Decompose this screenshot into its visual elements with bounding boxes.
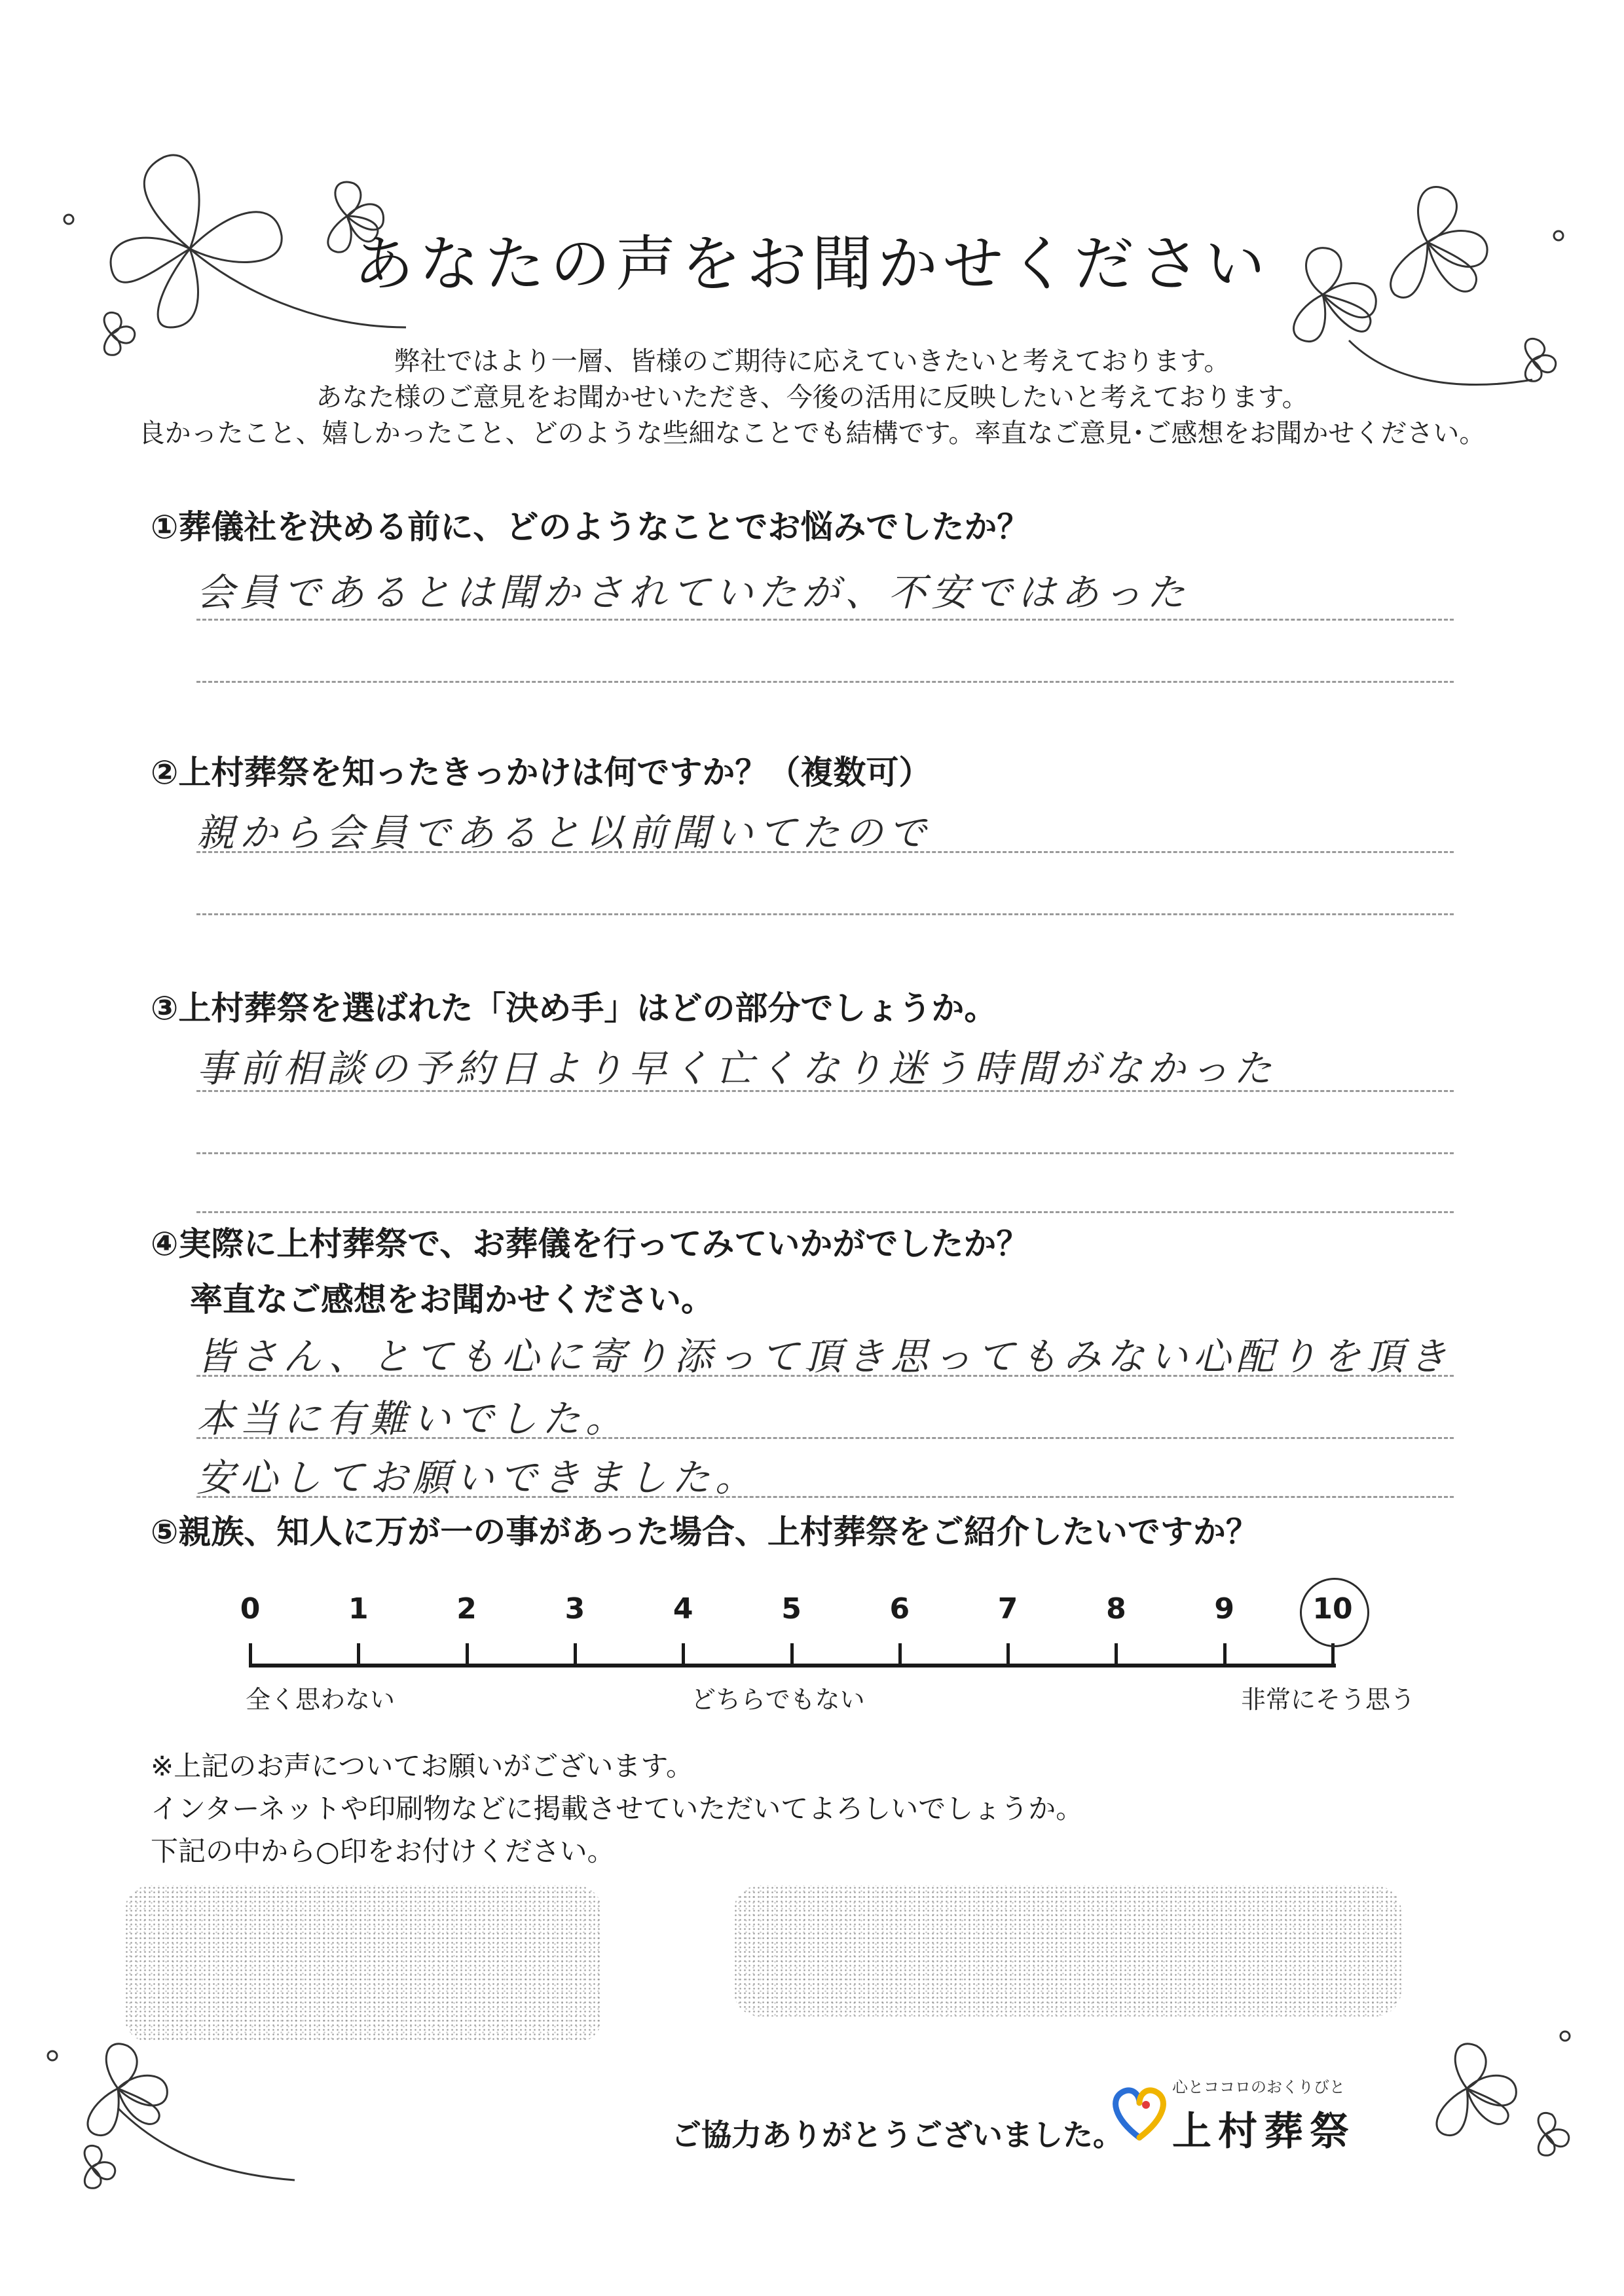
scale-tick-label: 3 [564, 1592, 585, 1626]
clover-decoration-bottom-right [1349, 2010, 1598, 2226]
note-line-2: インターネットや印刷物などに掲載させていただいてよろしいでしょうか。 [151, 1793, 1084, 1825]
intro-line-1: 弊社ではより一層、皆様のご期待に応えていきたいと考えております。 [394, 346, 1230, 376]
question-4-answer-line-3: 安心してお願いできました。 [196, 1455, 759, 1500]
redacted-area-left [124, 1886, 602, 2043]
heart-logo-icon [1107, 2075, 1172, 2147]
answer-line [196, 1152, 1454, 1154]
question-2-label: ②上村葬祭を知ったきっかけは何ですか？（複数可） [151, 754, 932, 792]
scale-tick-label: 8 [1106, 1592, 1126, 1626]
question-3-answer: 事前相談の予約日より早く亡くなり迷う時間がなかった [196, 1046, 1278, 1091]
redacted-area-right [733, 1886, 1401, 2016]
answer-line [196, 1375, 1454, 1377]
question-1-answer: 会員であるとは聞かされていたが、不安ではあった [196, 570, 1190, 615]
answer-line [196, 1437, 1454, 1439]
answer-line [196, 1211, 1454, 1213]
answer-line [196, 913, 1454, 915]
scale-tick [898, 1643, 902, 1667]
scale-tick [1223, 1643, 1227, 1667]
scale-tick [1115, 1643, 1118, 1667]
scale-tick-label: 0 [240, 1592, 261, 1626]
question-1-label: ①葬儀社を決める前に、どのようなことでお悩みでしたか？ [151, 508, 1030, 546]
logo-name: 上村葬祭 [1172, 2109, 1356, 2155]
scale-tick-label: 1 [348, 1592, 369, 1626]
scale-tick [790, 1643, 794, 1667]
question-4-answer-line-1: 皆さん、とても心に寄り添って頂き思ってもみない心配りを頂き [196, 1334, 1452, 1379]
logo-tagline: 心とココロのおくりびと [1172, 2078, 1345, 2096]
answer-line [196, 1496, 1454, 1498]
intro-line-3: 良かったこと、嬉しかったこと、どのような些細なことでも結構です。率直なご意見･ご感想をお聞かせください。 [138, 418, 1486, 448]
scale-high-caption: 非常にそう思う [1241, 1685, 1416, 1714]
scale-tick [249, 1643, 252, 1667]
selected-rating-circle [1300, 1578, 1369, 1647]
scale-tick [1006, 1643, 1010, 1667]
thanks-message: ご協力ありがとうございました。 [671, 2117, 1123, 2153]
scale-tick-label: 7 [997, 1592, 1018, 1626]
scale-tick-label: 6 [889, 1592, 910, 1626]
answer-line [196, 851, 1454, 853]
scale-tick-label: 4 [673, 1592, 693, 1626]
scale-tick [466, 1643, 469, 1667]
question-5-label: ⑤親族、知人に万が一の事があった場合、上村葬祭をご紹介したいですか？ [151, 1513, 1259, 1551]
scale-tick-label: 5 [781, 1592, 802, 1626]
answer-line [196, 619, 1454, 621]
answer-line [196, 1090, 1454, 1092]
answer-line [196, 681, 1454, 683]
question-4-label: ④実際に上村葬祭で、お葬儀を行ってみていかがでしたか？ [151, 1225, 1029, 1263]
question-2-answer: 親から会員であると以前聞いてたので [196, 811, 932, 855]
scale-low-caption: 全く思わない [246, 1685, 396, 1714]
question-4-answer-line-2: 本当に有難いでした。 [196, 1396, 629, 1441]
scale-mid-caption: どちらでもない [691, 1685, 865, 1714]
note-line-3: 下記の中から○印をお付けください。 [151, 1835, 615, 1867]
intro-line-2: あなた様のご意見をお聞かせいただき、今後の活用に反映したいと考えております。 [316, 382, 1308, 412]
question-4-sublabel: 率直なご感想をお聞かせください。 [190, 1281, 714, 1319]
scale-tick [682, 1643, 685, 1667]
note-line-1: ※上記のお声についてお願いがございます。 [151, 1750, 693, 1782]
scale-tick-label: 10 [1312, 1592, 1353, 1626]
scale-tick-label: 9 [1214, 1592, 1234, 1626]
clover-decoration-bottom-left [39, 2016, 314, 2232]
scale-tick [574, 1643, 577, 1667]
scale-tick [357, 1643, 360, 1667]
page-title: あなたの声をお聞かせください [353, 229, 1270, 299]
scale-tick-label: 2 [456, 1592, 477, 1626]
question-3-label: ③上村葬祭を選ばれた「決め手」はどの部分でしょうか。 [151, 989, 997, 1027]
